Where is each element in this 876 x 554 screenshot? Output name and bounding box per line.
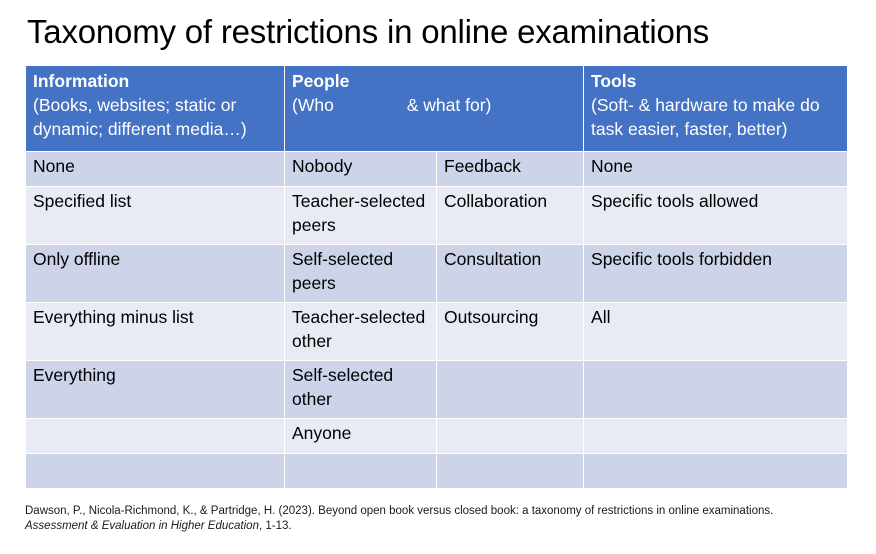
table-row xyxy=(26,152,848,187)
cell-tools: None xyxy=(584,152,848,187)
table-row xyxy=(26,361,848,419)
cell-people-what: Feedback xyxy=(437,152,584,187)
cell-tools: Specific tools allowed xyxy=(584,187,848,245)
cell-people-what xyxy=(437,419,584,454)
header-tools xyxy=(584,66,848,152)
citation xyxy=(25,504,825,534)
header-people-title: People xyxy=(292,71,350,91)
cell-tools: All xyxy=(584,303,848,361)
cell-people-who: Teacher-selected peers xyxy=(285,187,437,245)
cell-tools xyxy=(584,454,848,489)
table-row xyxy=(26,303,848,361)
cell-people-what xyxy=(437,454,584,489)
header-people-sub: (Who & what for) xyxy=(292,95,492,115)
cell-people-what xyxy=(437,361,584,419)
header-tools-sub: (Soft- & hardware to make do task easier, faster, better) xyxy=(591,95,820,139)
header-information-sub: (Books, websites; static or dynamic; different media…) xyxy=(33,95,247,139)
cell-people-who: Teacher-selected other xyxy=(285,303,437,361)
cell-information: Only offline xyxy=(26,245,285,303)
cell-people-what: Collaboration xyxy=(437,187,584,245)
cell-information: Everything minus list xyxy=(26,303,285,361)
cell-people-who: Self-selected peers xyxy=(285,245,437,303)
cell-people-who: Nobody xyxy=(285,152,437,187)
cell-information xyxy=(26,454,285,489)
table-row xyxy=(26,187,848,245)
table-row xyxy=(26,245,848,303)
taxonomy-table xyxy=(25,65,848,489)
cell-information: Specified list xyxy=(26,187,285,245)
citation-text: Dawson, P., Nicola-Richmond, K., & Partridge, H. (2023). Beyond open book versus closed book: a taxonomy of restrictions in online examinations. xyxy=(25,505,774,517)
cell-information: None xyxy=(26,152,285,187)
table-row xyxy=(26,454,848,489)
cell-information xyxy=(26,419,285,454)
header-row xyxy=(26,66,848,152)
cell-people-what: Consultation xyxy=(437,245,584,303)
cell-tools xyxy=(584,419,848,454)
citation-pages: , 1-13. xyxy=(258,520,292,532)
cell-people-what: Outsourcing xyxy=(437,303,584,361)
header-people xyxy=(285,66,584,152)
table-row xyxy=(26,419,848,454)
citation-journal: Assessment & Evaluation in Higher Education xyxy=(25,520,259,532)
cell-tools: Specific tools forbidden xyxy=(584,245,848,303)
cell-people-who: Self-selected other xyxy=(285,361,437,419)
header-information-title: Information xyxy=(33,71,130,91)
cell-people-who: Anyone xyxy=(285,419,437,454)
header-information xyxy=(26,66,285,152)
slide-title: Taxonomy of restrictions in online examinations xyxy=(27,13,710,50)
cell-information: Everything xyxy=(26,361,285,419)
cell-tools xyxy=(584,361,848,419)
cell-people-who xyxy=(285,454,437,489)
header-tools-title: Tools xyxy=(591,71,637,91)
